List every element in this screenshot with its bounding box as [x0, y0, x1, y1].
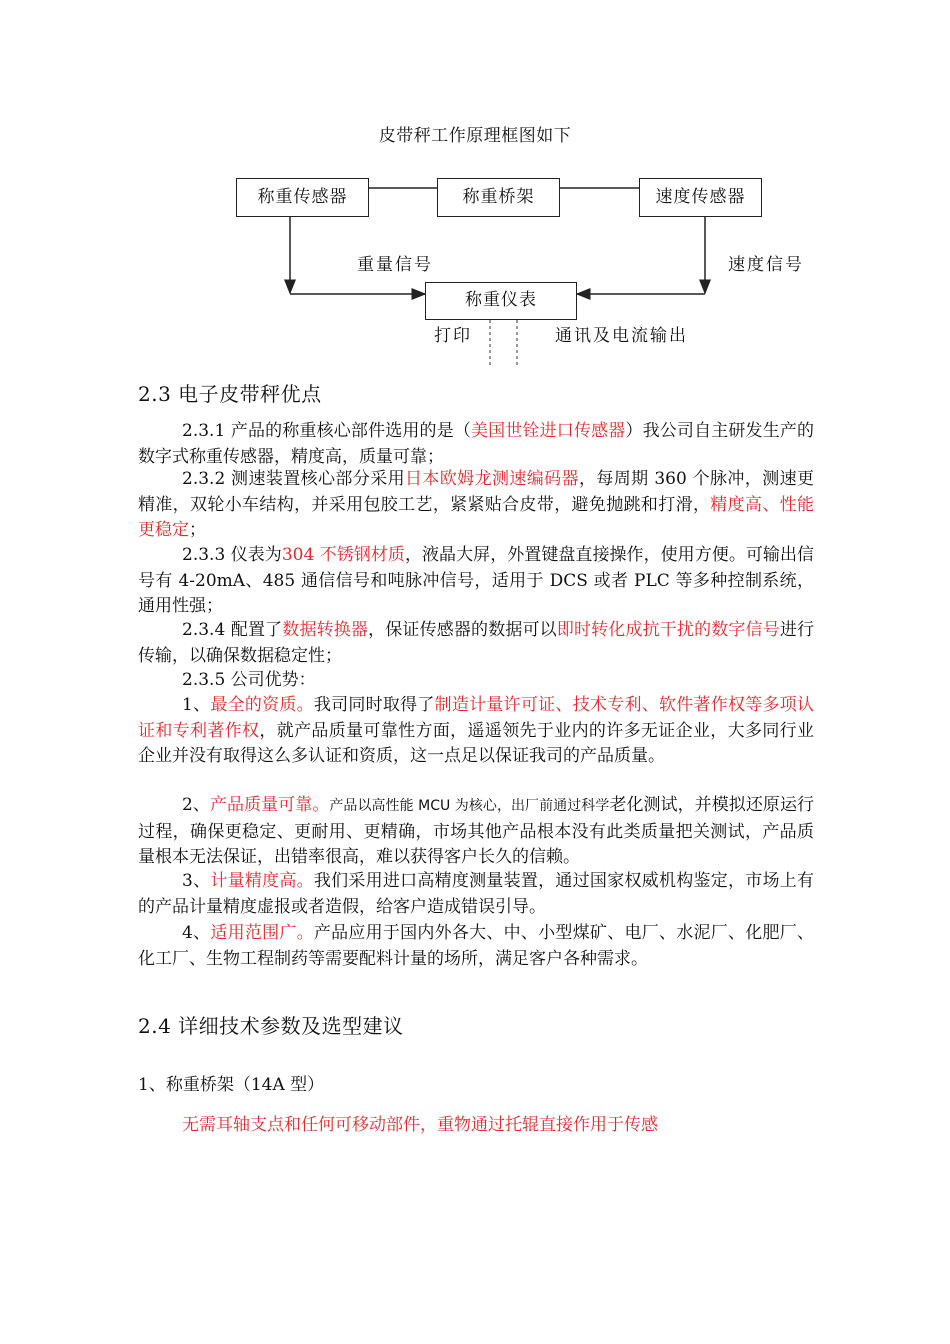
- text: 产品应用于国内外各大、中、小型煤矿、电厂、水泥厂、化肥厂、化工厂、生物工程制药等需要配料计量的场所，满足客户各种需求。: [138, 923, 814, 969]
- advantage-2: [138, 793, 814, 871]
- label-speed-signal: 速度信号: [728, 255, 804, 275]
- text: 4、: [182, 923, 211, 943]
- text: 2.3.5 公司优势：: [182, 670, 316, 690]
- text: ；: [189, 520, 206, 541]
- highlight: 精度高、性能更稳定: [138, 494, 815, 541]
- highlight: 适用范围广。: [210, 923, 314, 943]
- advantage-4: [138, 921, 814, 972]
- paragraph-2-3-1: [138, 419, 814, 470]
- paragraph-2-3-5: [138, 668, 814, 694]
- bridge-note: 无需耳轴支点和任何可移动部件，重物通过托辊直接作用于传感: [182, 1115, 658, 1135]
- box-indicator: [425, 282, 577, 320]
- text: 2.3.1 产品的称重核心部件选用的是（: [182, 421, 472, 441]
- box-speed-sensor: [639, 178, 762, 217]
- box-load-cell: [236, 178, 369, 217]
- diagram-caption: 皮带秤工作原理框图如下: [378, 126, 572, 146]
- section-2-4-title: 2.4 详细技术参数及选型建议: [138, 1014, 404, 1038]
- box-bridge: [437, 178, 560, 217]
- text: ，每周期 360 个脉冲，测速更精准，双轮小车结构，并采用包胶工艺，紧紧贴合皮带，避免抛跳和打滑，: [138, 469, 814, 515]
- highlight: 304 不锈钢材质: [281, 545, 405, 565]
- paragraph-2-3-2: [138, 467, 814, 544]
- advantage-1: [138, 693, 814, 770]
- text: 2.3.4 配置了: [182, 620, 283, 640]
- text: 产品以高性能 MCU 为核心，出厂前通过科学: [329, 798, 610, 814]
- text: ）我公司自主研发生产的数字式称重传感器，精度高，质量可靠；: [138, 421, 815, 467]
- text: ，就产品质量可靠性方面，遥遥领先于业内的许多无证企业，大多同行业企业并没有取得这么多认证和资质，这一点足以保证我司的产品质量。: [138, 720, 815, 767]
- highlight: 计量精度高。: [210, 871, 314, 891]
- text: 2、: [182, 795, 210, 815]
- text: 进行传输，以确保数据稳定性；: [138, 620, 815, 666]
- highlight: 最全的资质。: [210, 695, 314, 715]
- text: ，液晶大屏，外置键盘直接操作，使用方便。可输出信号有 4-20mA、485 通信信号和吨脉冲信号，适用于 DCS 或者 PLC 等多种控制系统，通用性强；: [138, 545, 814, 617]
- box-indicator-label: 称重仪表: [465, 290, 537, 310]
- text: 我司同时取得了: [313, 695, 435, 715]
- box-load-cell-label: 称重传感器: [257, 187, 348, 207]
- text: 老化测试，并模拟还原运行过程，确保更稳定、更耐用、更精确，市场其他产品根本没有此类质量把关测试，产品质量根本无法保证，出错率很高，难以获得客户长久的信赖。: [138, 795, 814, 868]
- advantage-3: [138, 869, 814, 920]
- text: 我们采用进口高精度测量装置，通过国家权威机构鉴定，市场上有的产品计量精度虚报或者造假，给客户造成错误引导。: [138, 871, 814, 917]
- box-bridge-label: 称重桥架: [462, 187, 535, 207]
- label-comm-output: 通讯及电流输出: [555, 326, 688, 346]
- text: ，保证传感器的数据可以: [368, 620, 557, 640]
- highlight: 产品质量可靠。: [209, 795, 330, 815]
- highlight: 即时转化成抗干扰的数字信号: [556, 620, 780, 640]
- text: 2.3.2 测速装置核心部分采用: [182, 469, 406, 489]
- label-print: 打印: [434, 326, 472, 346]
- highlight: 制造计量许可证、技术专利、软件著作权等多项认证和专利著作权: [138, 695, 815, 741]
- item-bridge-14a: 1、称重桥架（14A 型）: [138, 1075, 325, 1095]
- label-weight-signal: 重量信号: [357, 255, 433, 275]
- paragraph-2-3-4: [138, 618, 814, 669]
- section-2-3-title: 2.3 电子皮带秤优点: [138, 382, 322, 406]
- highlight: 日本欧姆龙测速编码器: [405, 469, 579, 489]
- box-speed-sensor-label: 速度传感器: [655, 187, 746, 207]
- text: 3、: [182, 871, 211, 891]
- text: 1、: [182, 695, 211, 715]
- highlight: 数据转换器: [282, 620, 369, 640]
- paragraph-2-3-3: [138, 543, 814, 620]
- text: 2.3.3 仪表为: [182, 545, 282, 565]
- highlight: 美国世铨进口传感器: [471, 421, 626, 441]
